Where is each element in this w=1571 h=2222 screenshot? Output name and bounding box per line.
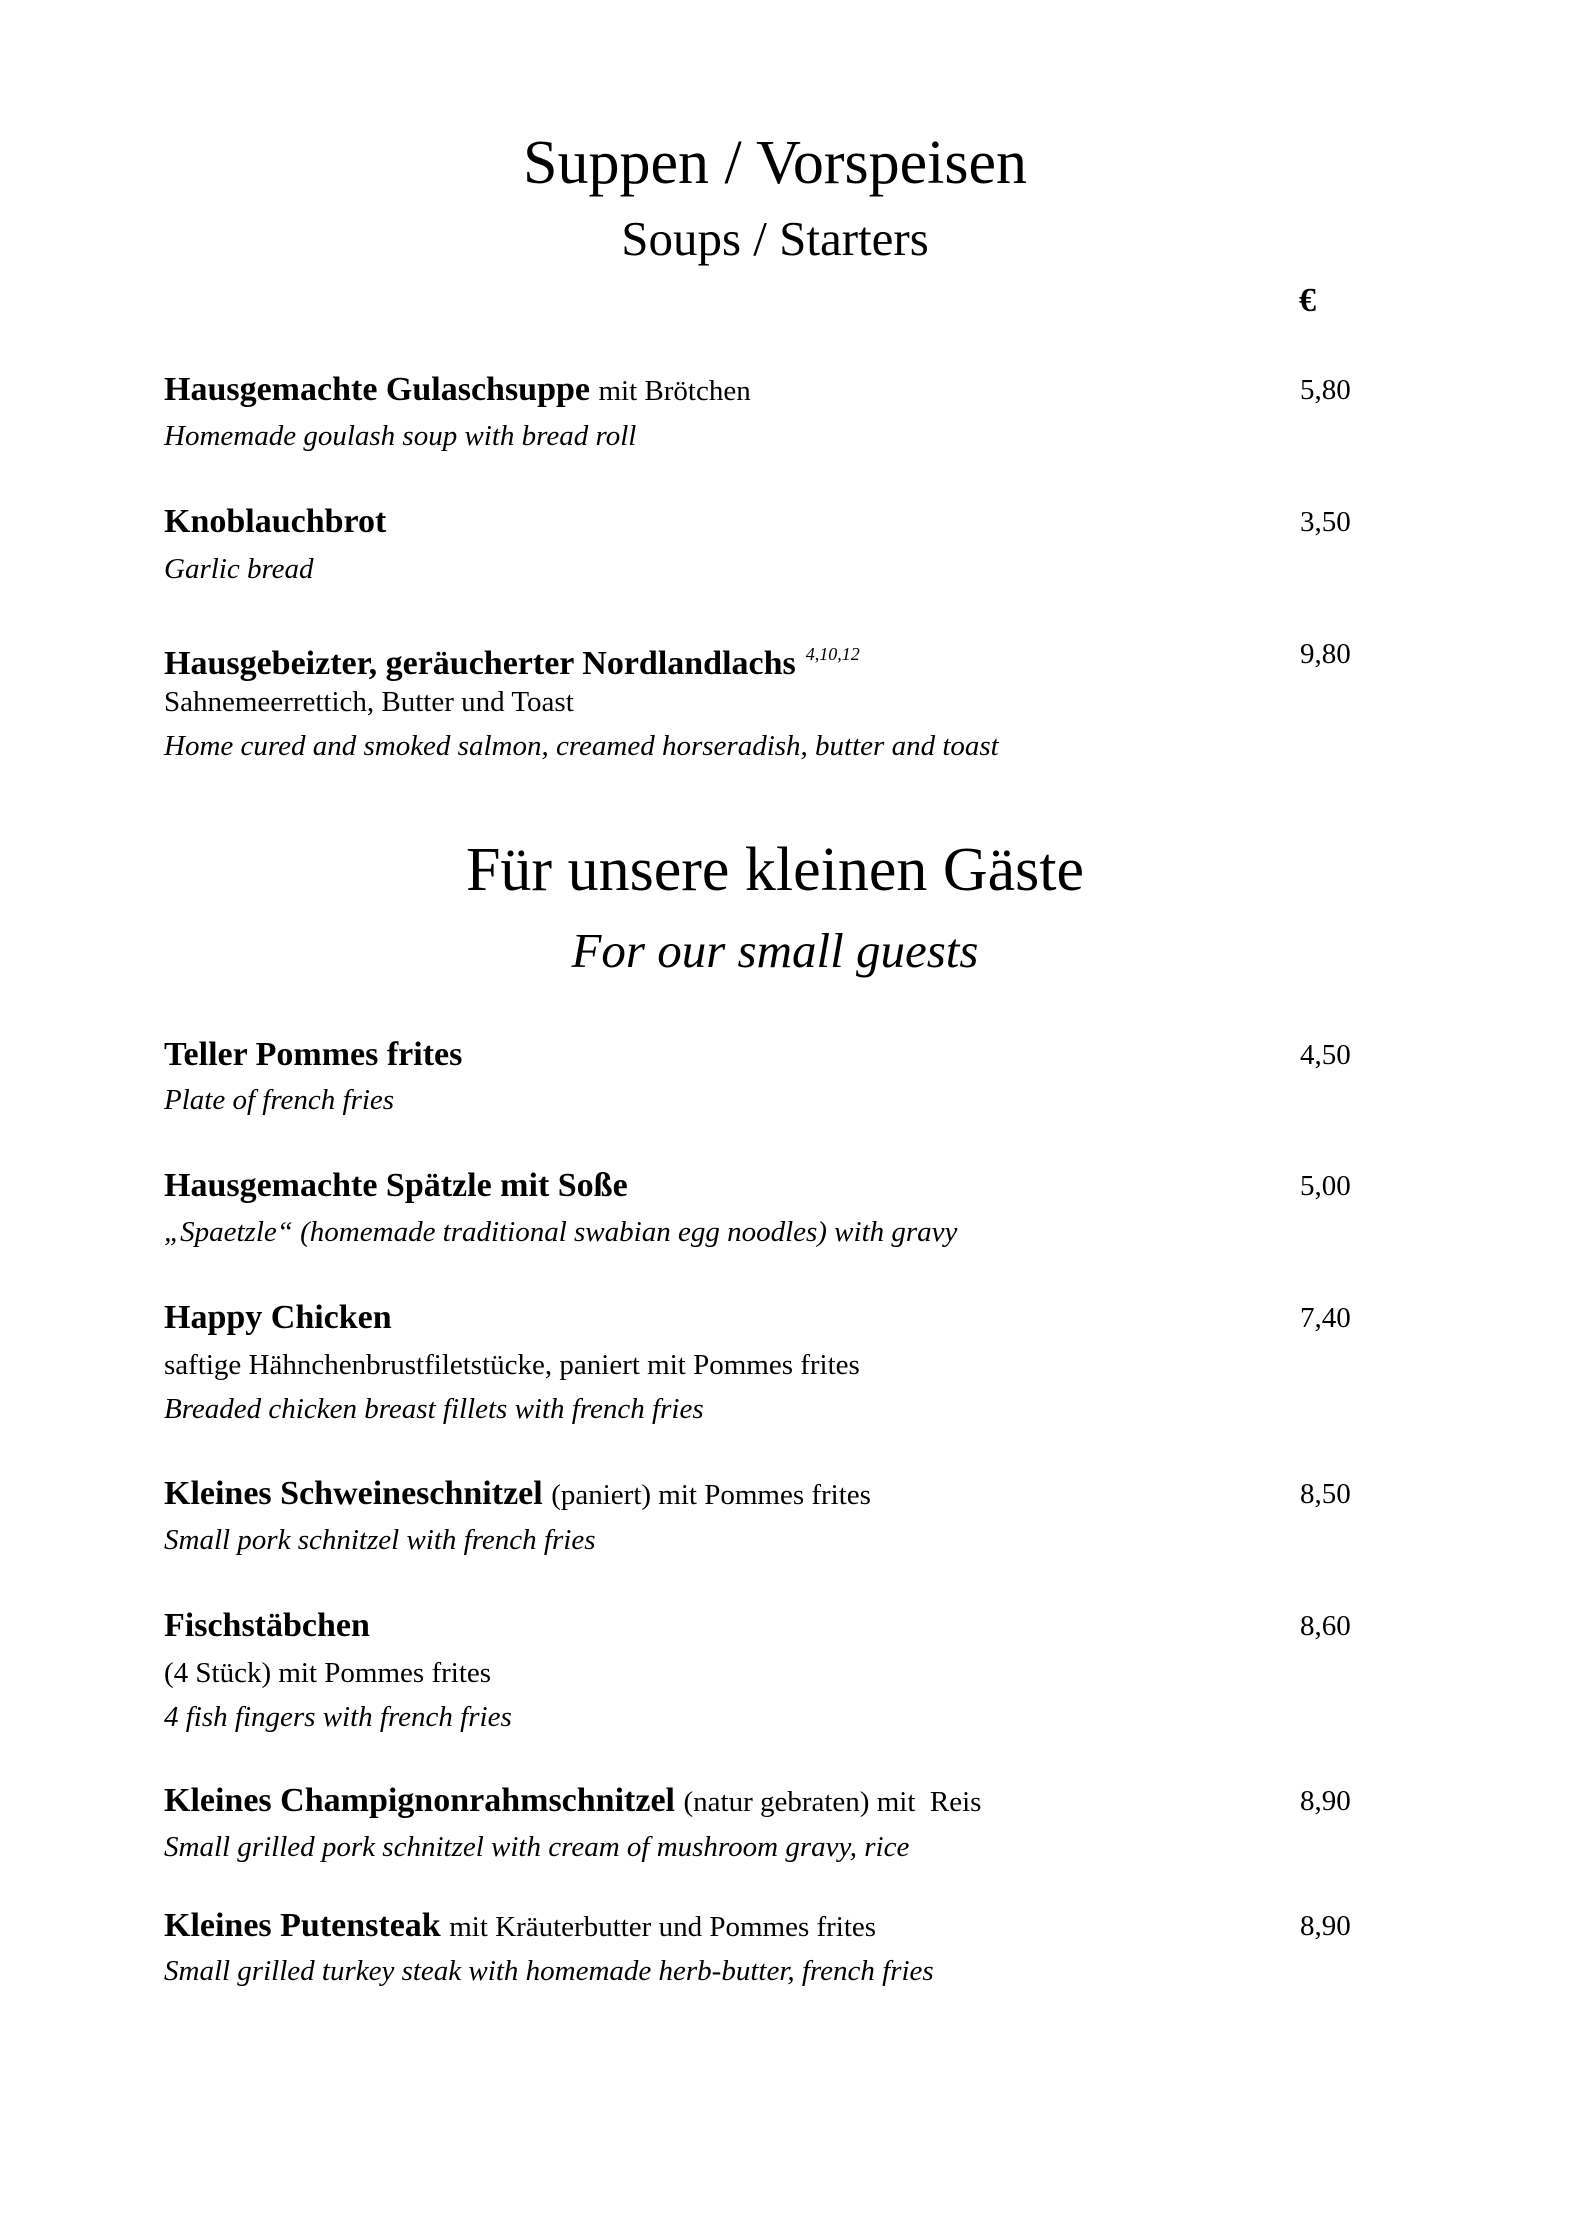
menu-item-price: 5,80 (1300, 374, 1351, 406)
dish-name: Hausgemachte Gulaschsuppe (164, 371, 590, 408)
menu-item-name (164, 634, 860, 684)
menu-item-price: 7,40 (1300, 1302, 1351, 1334)
menu-item-name (164, 1035, 462, 1075)
menu-item-name (164, 1298, 392, 1338)
menu-item-english: 4 fish fingers with french fries (164, 1701, 512, 1733)
menu-item-name (164, 1606, 370, 1646)
section-subtitle: Soups / Starters (621, 211, 929, 266)
menu-item-name (164, 1166, 628, 1206)
dish-extra: mit Brötchen (598, 375, 751, 407)
menu-item-german-desc: saftige Hähnchenbrustfiletstücke, paniert mit Pommes frites (164, 1349, 860, 1381)
menu-item-english: „Spaetzle“ (homemade traditional swabian egg noodles) with gravy (164, 1216, 958, 1248)
dish-extra: mit Kräuterbutter und Pommes frites (449, 1911, 877, 1943)
menu-item-price: 8,60 (1300, 1610, 1351, 1642)
section-title: Suppen / Vorspeisen (522, 129, 1028, 197)
dish-name: Hausgemachte Spätzle mit Soße (164, 1167, 628, 1204)
section-title: Für unsere kleinen Gäste (465, 836, 1085, 904)
menu-item-english: Small grilled turkey steak with homemade herb-butter, french fries (164, 1955, 934, 1987)
menu-item-english: Small pork schnitzel with french fries (164, 1524, 596, 1556)
dish-extra: (paniert) mit Pommes frites (551, 1479, 871, 1511)
dish-name: Kleines Putensteak (164, 1907, 441, 1944)
menu-item-price: 8,50 (1300, 1478, 1351, 1510)
dish-name: Knoblauchbrot (164, 503, 387, 540)
allergen-codes: 4,10,12 (805, 644, 860, 664)
menu-item-price: 5,00 (1300, 1170, 1351, 1202)
menu-item-price: 8,90 (1300, 1910, 1351, 1942)
menu-item-english: Garlic bread (164, 553, 314, 585)
menu-item-english: Homemade goulash soup with bread roll (164, 420, 637, 452)
menu-item-english: Home cured and smoked salmon, creamed horseradish, butter and toast (164, 730, 999, 762)
menu-item-english: Plate of french fries (164, 1084, 395, 1116)
currency-label: € (1299, 282, 1316, 319)
menu-item-german-desc: Sahnemeerrettich, Butter und Toast (164, 686, 574, 718)
dish-name: Kleines Schweineschnitzel (164, 1475, 543, 1512)
dish-name: Kleines Champignonrahmschnitzel (164, 1782, 675, 1819)
menu-item-name (164, 1474, 871, 1515)
dish-name: Happy Chicken (164, 1299, 392, 1336)
dish-extra: (natur gebraten) mit Reis (683, 1786, 982, 1818)
menu-item-german-desc: (4 Stück) mit Pommes frites (164, 1657, 492, 1689)
dish-name: Teller Pommes frites (164, 1036, 463, 1073)
section-subtitle: For our small guests (571, 923, 979, 978)
menu-item-price: 3,50 (1300, 506, 1351, 538)
menu-item-name (164, 1781, 981, 1822)
menu-item-name (164, 1906, 876, 1947)
menu-item-price: 4,50 (1300, 1039, 1351, 1071)
menu-item-english: Breaded chicken breast fillets with french fries (164, 1393, 704, 1425)
menu-item-price: 8,90 (1300, 1785, 1351, 1817)
menu-item-price: 9,80 (1300, 638, 1351, 670)
menu-item-name (164, 370, 751, 411)
dish-name: Hausgebeizter, geräucherter Nordlandlachs (164, 645, 796, 682)
menu-item-english: Small grilled pork schnitzel with cream of mushroom gravy, rice (164, 1831, 910, 1863)
dish-name: Fischstäbchen (164, 1607, 370, 1644)
menu-item-name (164, 502, 386, 542)
